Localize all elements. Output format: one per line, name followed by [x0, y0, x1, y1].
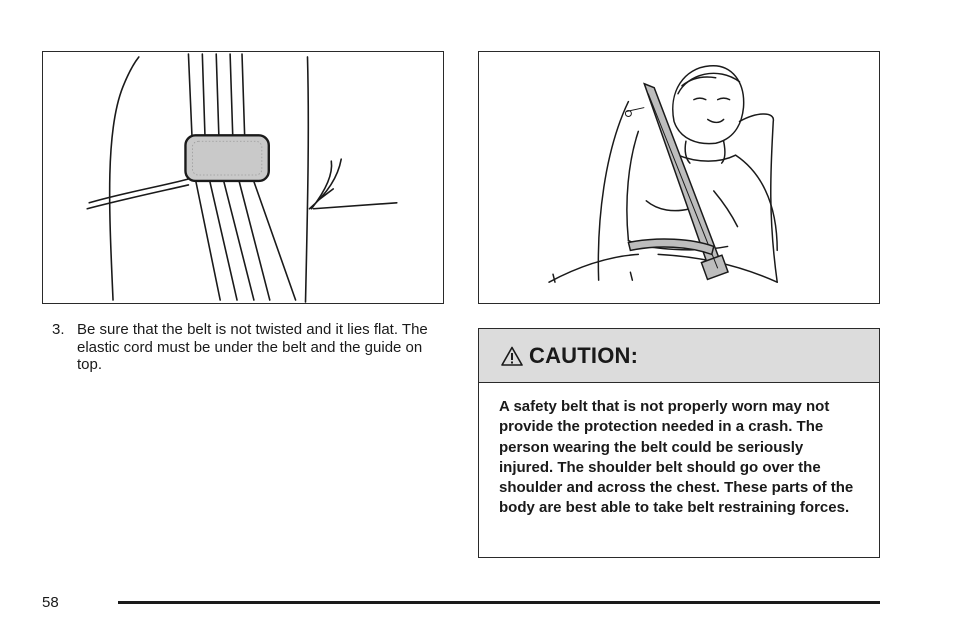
caution-box: [478, 328, 880, 558]
caution-body: A safety belt that is not properly worn may not provide the protection needed in a crash. The person wearing the belt could be seriously injured. The shoulder belt should go over the shoulder and across the chest. These parts of the body are best able to take belt restraining forces.: [499, 398, 854, 517]
belt-guide-drawing: [43, 52, 443, 303]
instruction-step: [52, 321, 432, 374]
belt-guide-illustration: [42, 51, 444, 304]
step-text: Be sure that the belt is not twisted and it lies flat. The elastic cord must be under the belt and the guide on top.: [77, 321, 428, 373]
child-belted-illustration: [478, 51, 880, 304]
footer-rule: [118, 601, 880, 604]
child-belted-drawing: [479, 52, 879, 303]
caution-header: [479, 329, 879, 383]
page-number: 58: [42, 594, 59, 611]
step-number: 3.: [52, 321, 65, 338]
caution-title: CAUTION:: [529, 342, 639, 368]
warning-triangle-icon: [501, 346, 523, 366]
